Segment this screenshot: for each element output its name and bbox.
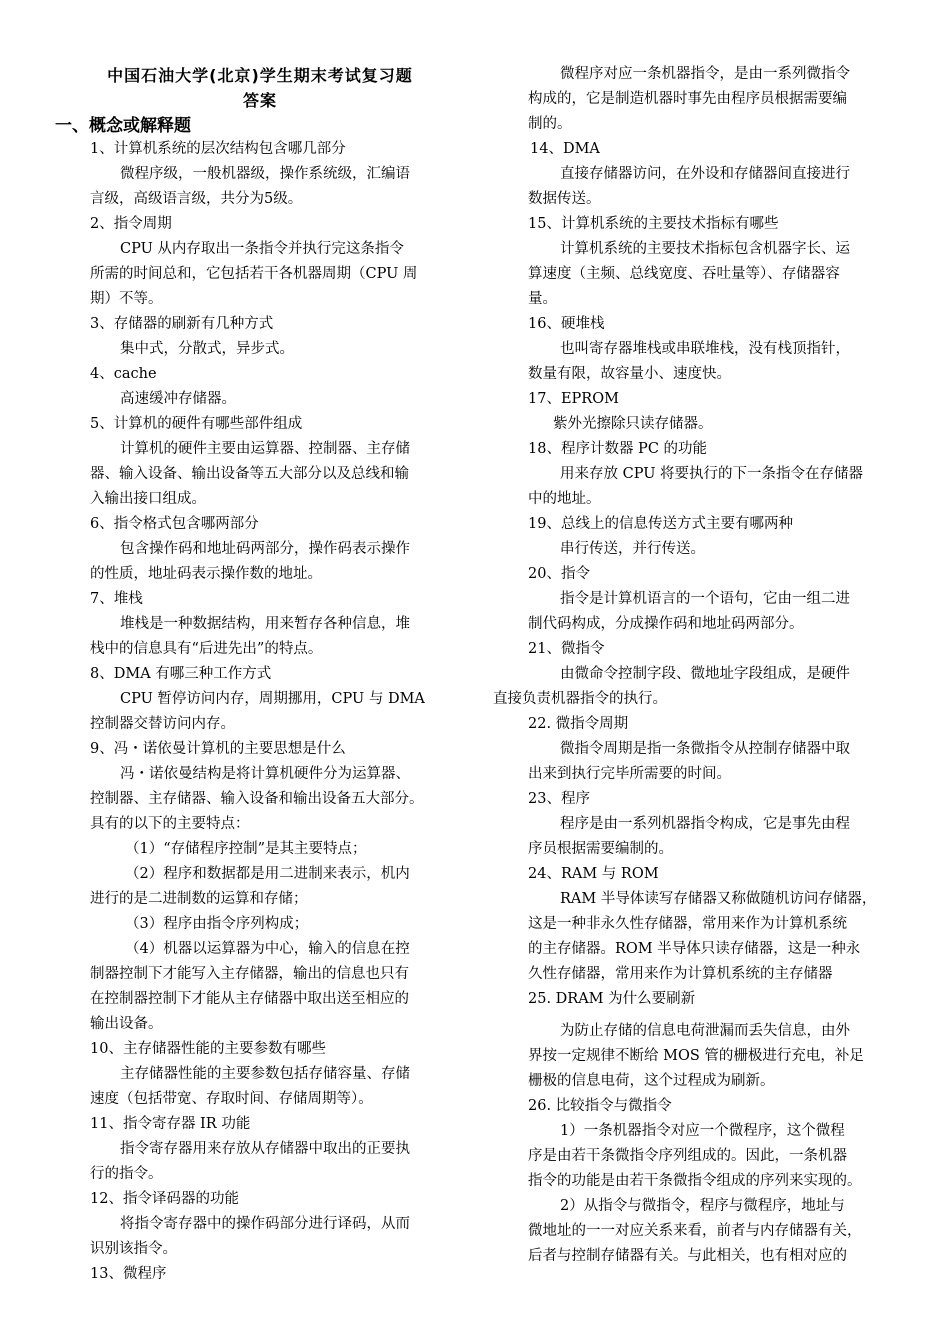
question-heading: 9、冯・诺依曼计算机的主要思想是什么 — [90, 741, 346, 757]
answer-line: 计算机的硬件主要由运算器、控制器、主存储 — [120, 441, 410, 457]
document-title-line-1: 中国石油大学(北京)学生期末考试复习题 — [107, 66, 413, 85]
answer-line: 所需的时间总和，它包括若干各机器周期（CPU 周 — [90, 266, 418, 282]
answer-line: 制代码构成，分成操作码和地址码两部分。 — [528, 616, 804, 632]
answer-line: 算速度（主频、总线宽度、吞吐量等）、存储器容 — [528, 266, 840, 282]
answer-line: 栅极的信息电荷，这个过程成为刷新。 — [528, 1073, 775, 1089]
answer-line: 栈中的信息具有“后进先出”的特点。 — [90, 641, 323, 657]
answer-line: 程序是由一系列机器指令构成，它是事先由程 — [560, 816, 850, 832]
answer-line: 言级，高级语言级，共分为5级。 — [90, 191, 303, 207]
answer-line: 入输出接口组成。 — [90, 491, 206, 507]
question-heading: 7、堆栈 — [90, 591, 143, 607]
answer-line: 量。 — [528, 291, 557, 307]
answer-line: 数量有限，故容量小、速度快。 — [528, 366, 731, 382]
question-heading: 26. 比较指令与微指令 — [528, 1098, 672, 1114]
answer-line: 数据传送。 — [528, 191, 601, 207]
answer-line: 指令的功能是由若干条微指令组成的序列来实现的。 — [528, 1173, 862, 1189]
question-heading: 12、指令译码器的功能 — [90, 1191, 239, 1207]
answer-list-item: （2）程序和数据都是用二进制来表示，机内 — [125, 866, 410, 882]
question-heading: 18、程序计数器 PC 的功能 — [528, 441, 708, 457]
answer-line: 由微命令控制字段、微地址字段组成，是硬件 — [560, 666, 850, 682]
answer-line: 出来到执行完毕所需要的时间。 — [528, 766, 731, 782]
answer-line: 中的地址。 — [528, 491, 601, 507]
answer-line: 计算机系统的主要技术指标包含机器字长、运 — [560, 241, 850, 257]
answer-line: 久性存储器，常用来作为计算机系统的主存储器 — [528, 966, 833, 982]
answer-line: 也叫寄存器堆栈或串联堆栈，没有栈顶指针， — [560, 341, 850, 357]
answer-line: 直接存储器访问，在外设和存储器间直接进行 — [560, 166, 850, 182]
answer-line: 指令是计算机语言的一个语句，它由一组二进 — [560, 591, 850, 607]
question-heading: 20、指令 — [528, 566, 590, 582]
answer-line: 控制器、主存储器、输入设备和输出设备五大部分。 — [90, 791, 424, 807]
answer-line: 识别该指令。 — [90, 1241, 177, 1257]
question-heading: 22. 微指令周期 — [528, 716, 629, 732]
question-heading: 17、EPROM — [528, 391, 619, 407]
answer-line: 微程序级，一般机器级，操作系统级，汇编语 — [120, 166, 410, 182]
question-heading: 4、cache — [90, 366, 157, 382]
answer-line: 为防止存储的信息电荷泄漏而丢失信息，由外 — [560, 1023, 850, 1039]
question-heading: 6、指令格式包含哪两部分 — [90, 516, 259, 532]
question-heading: 11、指令寄存器 IR 功能 — [90, 1116, 251, 1132]
answer-line: 微地址的一一对应关系来看，前者与内存储器有关， — [528, 1223, 862, 1239]
answer-line: 序是由若干条微指令序列组成的。因此，一条机器 — [528, 1148, 847, 1164]
answer-line: 用来存放 CPU 将要执行的下一条指令在存储器 — [560, 466, 864, 482]
question-heading: 23、程序 — [528, 791, 590, 807]
question-heading: 25. DRAM 为什么要刷新 — [528, 991, 696, 1007]
answer-line: 期）不等。 — [90, 291, 163, 307]
question-heading: 14、DMA — [530, 141, 600, 157]
answer-line: 控制器交替访问内存。 — [90, 716, 235, 732]
answer-line: 主存储器性能的主要参数包括存储容量、存储 — [120, 1066, 410, 1082]
answer-line: 集中式，分散式，异步式。 — [120, 341, 294, 357]
question-heading: 5、计算机的硬件有哪些部件组成 — [90, 416, 303, 432]
answer-line: 后者与控制存储器有关。与此相关，也有相对应的 — [528, 1248, 847, 1264]
question-heading: 2、指令周期 — [90, 216, 172, 232]
answer-line: 制器控制下才能写入主存储器，输出的信息也只有 — [90, 966, 409, 982]
answer-line: 这是一种非永久性存储器，常用来作为计算机系统 — [528, 916, 847, 932]
question-heading: 24、RAM 与 ROM — [528, 866, 659, 882]
answer-line: 微指令周期是指一条微指令从控制存储器中取 — [560, 741, 850, 757]
section-heading: 一、概念或解释题 — [55, 116, 191, 136]
answer-line: 序员根据需要编制的。 — [528, 841, 673, 857]
question-heading: 8、DMA 有哪三种工作方式 — [90, 666, 272, 682]
answer-line: 将指令寄存器中的操作码部分进行译码，从而 — [120, 1216, 410, 1232]
question-heading: 19、总线上的信息传送方式主要有哪两种 — [528, 516, 793, 532]
question-heading: 3、存储器的刷新有几种方式 — [90, 316, 274, 332]
question-heading: 16、硬堆栈 — [528, 316, 605, 332]
answer-line: CPU 从内存取出一条指令并执行完这条指令 — [120, 241, 404, 257]
answer-line: 高速缓冲存储器。 — [120, 391, 236, 407]
answer-line: 行的指令。 — [90, 1166, 163, 1182]
answer-list-item: （4）机器以运算器为中心，输入的信息在控 — [125, 941, 410, 957]
answer-line: 指令寄存器用来存放从存储器中取出的正要执 — [120, 1141, 410, 1157]
question-heading: 21、微指令 — [528, 641, 605, 657]
answer-line: 的主存储器。ROM 半导体只读存储器，这是一种永 — [528, 941, 861, 957]
question-heading: 13、微程序 — [90, 1266, 167, 1282]
answer-line: 在控制器控制下才能从主存储器中取出送至相应的 — [90, 991, 409, 1007]
answer-line: 的性质，地址码表示操作数的地址。 — [90, 566, 322, 582]
question-heading: 15、计算机系统的主要技术指标有哪些 — [528, 216, 779, 232]
question-heading: 1、计算机系统的层次结构包含哪几部分 — [90, 141, 346, 157]
answer-line: 制的。 — [528, 116, 572, 132]
answer-line: 冯・诺依曼结构是将计算机硬件分为运算器、 — [120, 766, 410, 782]
answer-line: 串行传送，并行传送。 — [560, 541, 705, 557]
answer-line: CPU 暂停访问内存，周期挪用，CPU 与 DMA — [120, 691, 425, 707]
answer-line: 输出设备。 — [90, 1016, 163, 1032]
answer-list-item: 2）从指令与微指令，程序与微程序，地址与 — [560, 1198, 845, 1214]
answer-line: RAM 半导体读写存储器又称做随机访问存储器， — [560, 891, 877, 907]
answer-list-item: （1）“存储程序控制”是其主要特点； — [125, 841, 367, 857]
answer-line: 具有的以下的主要特点： — [90, 816, 250, 832]
answer-line: 堆栈是一种数据结构，用来暂存各种信息，堆 — [120, 616, 410, 632]
answer-line: 包含操作码和地址码两部分，操作码表示操作 — [120, 541, 410, 557]
answer-line: 进行的是二进制数的运算和存储； — [90, 891, 308, 907]
answer-line: 速度（包括带宽、存取时间、存储周期等）。 — [90, 1091, 373, 1107]
answer-line: 直接负责机器指令的执行。 — [493, 691, 667, 707]
answer-list-item: 1）一条机器指令对应一个微程序，这个微程 — [560, 1123, 845, 1139]
document-title-line-2: 答案 — [242, 91, 277, 110]
answer-line: 器、输入设备、输出设备等五大部分以及总线和输 — [90, 466, 409, 482]
answer-line: 微程序对应一条机器指令，是由一系列微指令 — [560, 66, 850, 82]
answer-list-item: （3）程序由指令序列构成； — [125, 916, 309, 932]
answer-line: 构成的，它是制造机器时事先由程序员根据需要编 — [528, 91, 847, 107]
answer-line: 界按一定规律不断给 MOS 管的栅极进行充电，补足 — [528, 1048, 864, 1064]
question-heading: 10、主存储器性能的主要参数有哪些 — [90, 1041, 326, 1057]
answer-line: 紫外光擦除只读存储器。 — [553, 416, 713, 432]
